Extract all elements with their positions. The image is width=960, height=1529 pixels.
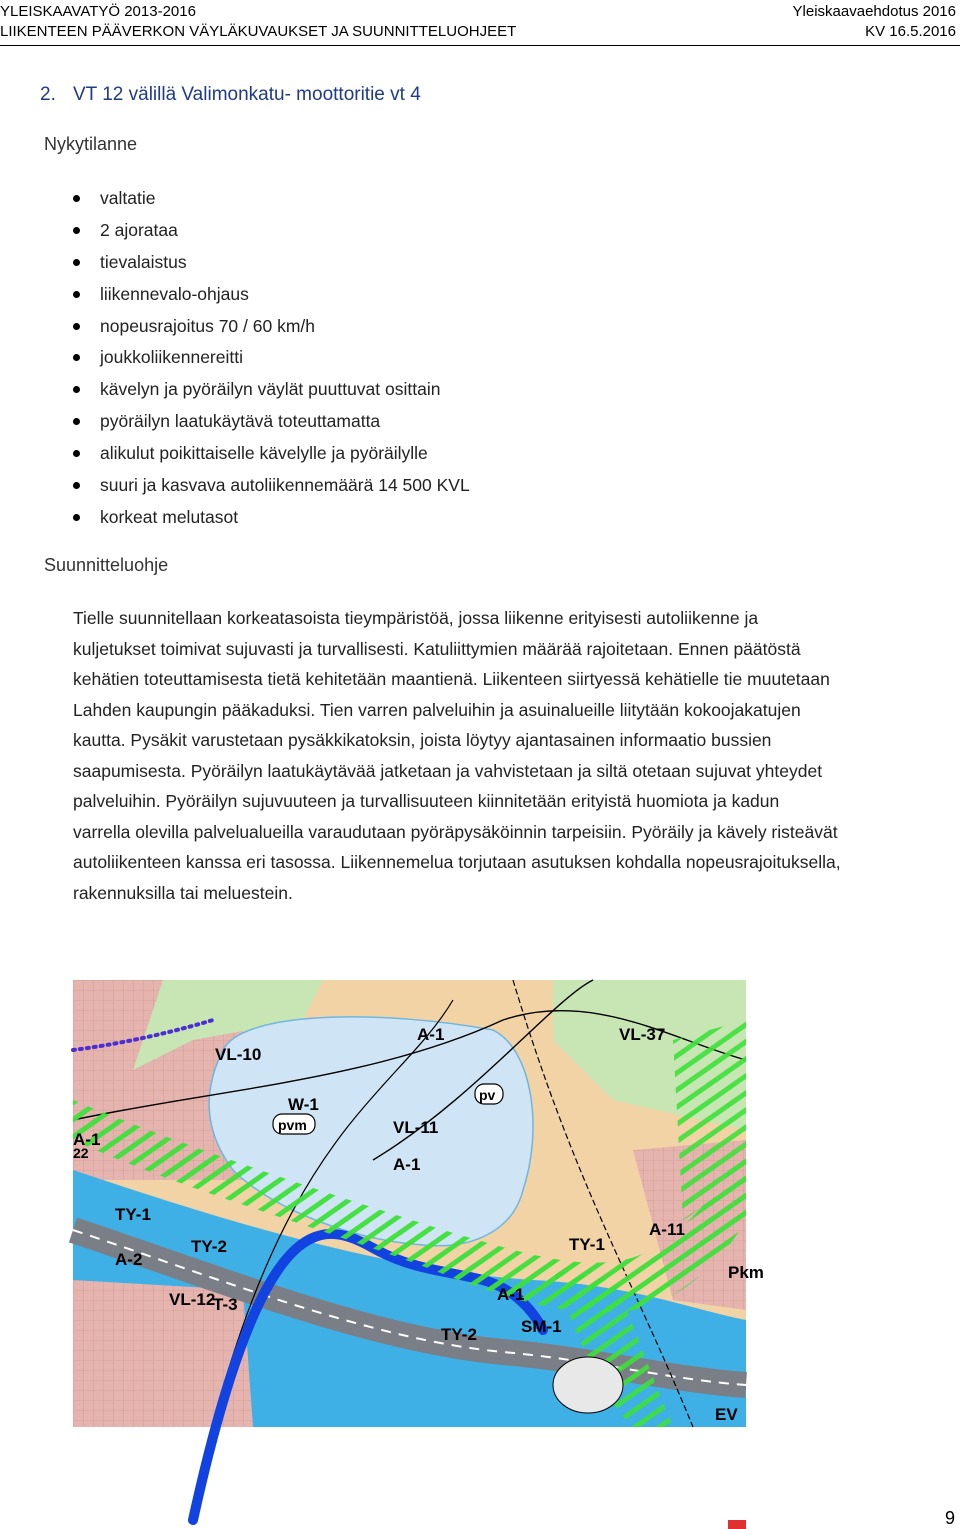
map-label: TY-2 bbox=[191, 1237, 227, 1256]
list-item: nopeusrajoitus 70 / 60 km/h bbox=[73, 314, 470, 346]
map-label: A-11 bbox=[649, 1220, 685, 1239]
header-divider bbox=[0, 45, 960, 46]
map-label: TY-1 bbox=[569, 1235, 605, 1254]
list-item: tievalaistus bbox=[73, 250, 470, 282]
list-item: liikennevalo-ohjaus bbox=[73, 282, 470, 314]
map-label: A-1 bbox=[417, 1025, 445, 1044]
map-graphic bbox=[73, 980, 764, 1427]
map-label: pvm bbox=[278, 1117, 307, 1133]
guidance-heading: Suunnitteluohje bbox=[44, 555, 169, 575]
current-state-heading: Nykytilanne bbox=[44, 134, 138, 154]
list-item: kävelyn ja pyöräilyn väylät puuttuvat osittain bbox=[73, 377, 470, 409]
map-label: T-3 bbox=[213, 1295, 238, 1314]
map-label: pv bbox=[479, 1087, 496, 1103]
map-label: EV bbox=[715, 1405, 738, 1424]
list-item: valtatie bbox=[73, 186, 470, 218]
header-document-title: LIIKENTEEN PÄÄVERKON VÄYLÄKUVAUKSET JA SUUNNITTELUOHJEET bbox=[0, 23, 517, 40]
map-label: VL-10 bbox=[215, 1045, 262, 1064]
page-number: 9 bbox=[944, 1508, 955, 1528]
header-version: Yleiskaavaehdotus 2016 bbox=[792, 3, 956, 20]
list-item: 2 ajorataa bbox=[73, 218, 470, 250]
paragraph-line: kautta. Pysäkit varustetaan pysäkkikatoksin, joista löytyy ajantasainen informaatio bussien bbox=[73, 730, 772, 750]
header-left bbox=[0, 2, 516, 42]
list-item: suuri ja kasvava autoliikennemäärä 14 500 KVL bbox=[73, 473, 470, 505]
paragraph-line: kehätien toteuttamisesta tietä kehitetään maantienä. Liikenteen siirtyessä kehätielle tie muutetaan bbox=[73, 669, 830, 689]
paragraph-line: autoliikenteen kanssa eri tasossa. Liikennemelua torjutaan asutuksen kohdalla nopeusrajoituksella, bbox=[73, 852, 841, 872]
paragraph-line: Tielle suunnitellaan korkeatasoista tieympäristöä, jossa liikenne erityisesti autoliikenne ja bbox=[73, 608, 759, 628]
map-label: VL-12 bbox=[169, 1290, 216, 1309]
interchange bbox=[553, 1357, 623, 1413]
list-item: alikulut poikittaiselle kävelylle ja pyöräilylle bbox=[73, 441, 470, 473]
current-state-list bbox=[73, 186, 470, 537]
list-item: joukkoliikennereitti bbox=[73, 345, 470, 377]
list-item: pyöräilyn laatukäytävä toteuttamatta bbox=[73, 409, 470, 441]
paragraph-line: saapumisesta. Pyöräilyn laatukäytävää jatketaan ja vahvistetaan ja siltä otetaan sujuvat yhteydet bbox=[73, 760, 823, 781]
paragraph-line: Lahden kaupungin pääkaduksi. Tien varren palveluihin ja asuinalueille liitytään kokoojakatujen bbox=[73, 699, 801, 720]
map-label: TY-1 bbox=[115, 1205, 151, 1224]
page-header bbox=[0, 0, 960, 46]
map-label: A-1 bbox=[73, 1130, 101, 1149]
map-label: TY-2 bbox=[441, 1325, 477, 1344]
map-label: A-1 bbox=[393, 1155, 421, 1174]
map-label: Pkm bbox=[728, 1263, 764, 1282]
section-number: 2. bbox=[40, 84, 56, 105]
guidance-paragraph bbox=[73, 603, 958, 908]
map-label: W-1 bbox=[288, 1095, 319, 1114]
map-label: A-2 bbox=[115, 1250, 143, 1269]
paragraph-line: varrella olevilla palvelualueilla varaudutaan pyöräpysäköinnin tarpeisiin. Pyöräily ja kävely risteävät bbox=[73, 821, 838, 842]
header-project-title: YLEISKAAVATYÖ 2013-2016 bbox=[0, 3, 196, 20]
section-title: VT 12 välillä Valimonkatu- moottoritie vt 4 bbox=[73, 84, 421, 105]
paragraph-line: palveluihin. Pyöräilyn sujuvuuteen ja turvallisuuteen kiinnitetään erityistä huomiota ja kadun bbox=[73, 791, 780, 811]
map-label: VL-37 bbox=[619, 1025, 666, 1044]
header-date: KV 16.5.2016 bbox=[865, 23, 956, 40]
paragraph-line: rakennuksilla tai meluestein. bbox=[73, 882, 293, 903]
master-plan-map bbox=[73, 980, 764, 1427]
paragraph-line: kuljetukset toimivat sujuvasti ja turvallisesti. Katuliittymien määrää rajoitetaan. Ennen päätöstä bbox=[73, 638, 801, 659]
list-item: korkeat melutasot bbox=[73, 505, 470, 537]
header-right bbox=[793, 2, 956, 42]
map-label: 22 bbox=[73, 1145, 89, 1161]
map-label: VL-11 bbox=[393, 1118, 439, 1137]
map-label: A-1 bbox=[497, 1285, 525, 1304]
map-label: SM-1 bbox=[521, 1317, 562, 1336]
section-heading bbox=[40, 84, 421, 106]
zone-marker bbox=[728, 1520, 746, 1529]
